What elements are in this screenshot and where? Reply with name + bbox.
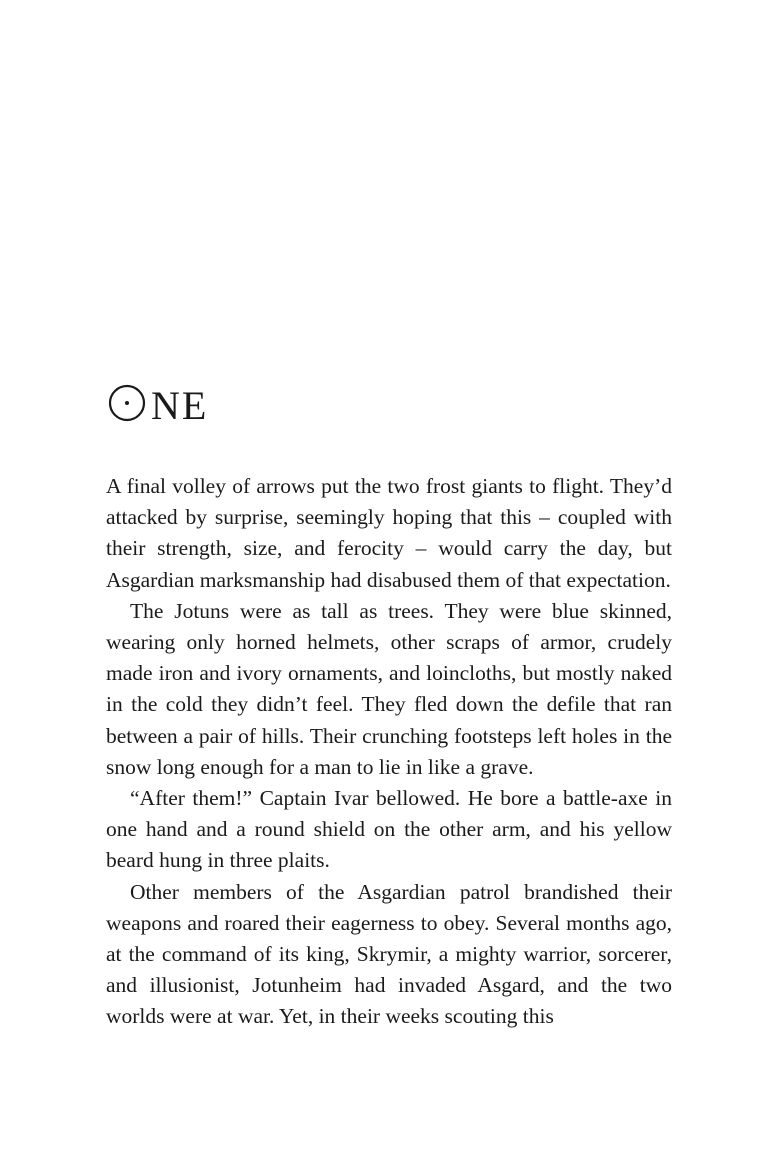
chapter-title-rest: NE (151, 383, 209, 428)
chapter-heading (105, 378, 405, 428)
chapter-body (106, 471, 672, 1033)
paragraph-4: Other members of the Asgardian patrol brandished their weapons and roared their eagerness to obey. Several months ago, at the command of its king, Skrymir, a mighty warrior, sorcerer, and illusionist, Jotunheim had invaded Asgard, and the two worlds were at war. Yet, in their weeks scouting this (106, 879, 672, 1029)
chapter-initial-letter (105, 425, 106, 426)
paragraph-2: The Jotuns were as tall as trees. They were blue skinned, wearing only horned helmets, other scraps of armor, crudely made iron and ivory ornaments, and loincloths, but mostly naked in the cold they didn’t feel. They fled down the defile that ran between a pair of hills. Their crunching footsteps left holes in the snow long enough for a man to lie in like a grave. (106, 598, 672, 779)
paragraph-3: “After them!” Captain Ivar bellowed. He bore a battle-axe in one hand and a round shield on the other arm, and his yellow beard hung in three plaits. (106, 786, 672, 873)
paragraph-1: A final volley of arrows put the two frost giants to flight. They’d attacked by surprise, seemingly hoping that this – coupled with their strength, size, and ferocity – would carry the day, but Asgardian marksmanship had disabused them of that expectation. (106, 474, 672, 592)
ornamental-initial-o-icon (105, 381, 149, 425)
